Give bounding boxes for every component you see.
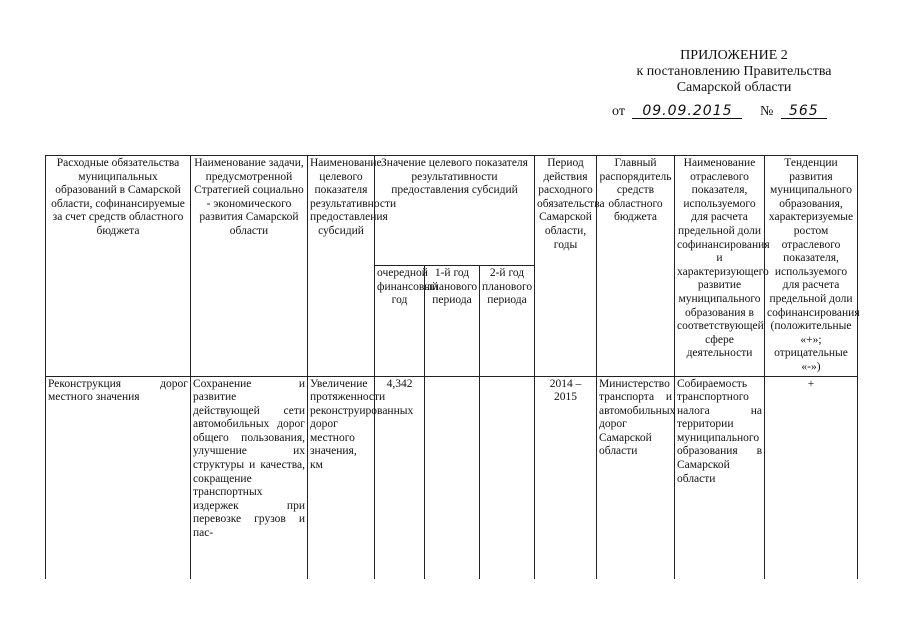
cell-indicator-name: Увеличение протяженности реконструированных дорог местного значения, км: [308, 376, 375, 579]
header-planning-year-1: 1-й год планового периода: [425, 266, 480, 376]
table-row: [46, 376, 858, 579]
cell-planning-year-1-value: [425, 376, 480, 579]
cell-task: Сохранение и развитие действующей сети автомобильных дорог общего пользования, улучшение их структуры и качества, сокращение транспортных издержек при перевозке грузов и пас-: [191, 376, 308, 579]
header-obligations: Расходные обязательства муниципальных образований в Самарской области, софинансируемые за счет средств областного бюджета: [46, 156, 191, 377]
table-header-row: [46, 156, 858, 266]
number-prefix: №: [759, 104, 774, 119]
header-indicator-value: Значение целевого показателя результативности предоставления субсидий: [375, 156, 535, 266]
header-sector-indicator: Наименование отраслевого показателя, используемого для расчета предельной доли софинансирования и характеризующего развитие муниципального образования в соответствующей сфере деятельности: [675, 156, 765, 377]
cell-current-year-value: 4,342: [375, 376, 425, 579]
header-trends: Тенденции развития муниципального образования, характеризуемые ростом отраслевого показателя, используемого для расчета предельной доли софинансирования (положительные «+»; отрицательные «-»): [765, 156, 858, 377]
cell-sector-indicator: Собираемость транспортного налога на территории муниципального образования в Самарской области: [675, 376, 765, 579]
handwritten-number: 565: [781, 104, 827, 119]
cell-period: 2014 – 2015: [535, 376, 597, 579]
header-task: Наименование задачи, предусмотренной Стратегией социально - экономического развития Самарской области: [191, 156, 308, 377]
header-planning-year-2: 2-й год планового периода: [480, 266, 535, 376]
cell-planning-year-2-value: [480, 376, 535, 579]
header-current-year: очередной финансовый год: [375, 266, 425, 376]
appendix-header: [600, 48, 868, 96]
cell-trend: +: [765, 376, 858, 579]
header-period: Период действия расходного обязательства Самарской области, годы: [535, 156, 597, 377]
cell-obligation: Реконструкция дорог местного значения: [46, 376, 191, 579]
cell-manager: Министерство транспорта и автомобильных дорог Самарской области: [597, 376, 675, 579]
subsidy-table: [45, 155, 858, 579]
handwritten-date: 09.09.2015: [632, 104, 742, 119]
date-number-line: [612, 103, 872, 121]
header-indicator-name: Наименование целевого показателя результативности предоставления субсидий: [308, 156, 375, 377]
appendix-line-resolution: к постановлению Правительства: [636, 64, 832, 79]
date-prefix: от: [612, 104, 625, 119]
appendix-title: ПРИЛОЖЕНИЕ 2: [680, 48, 788, 63]
header-manager: Главный распорядитель средств областного бюджета: [597, 156, 675, 377]
appendix-line-region: Самарской области: [676, 80, 792, 95]
